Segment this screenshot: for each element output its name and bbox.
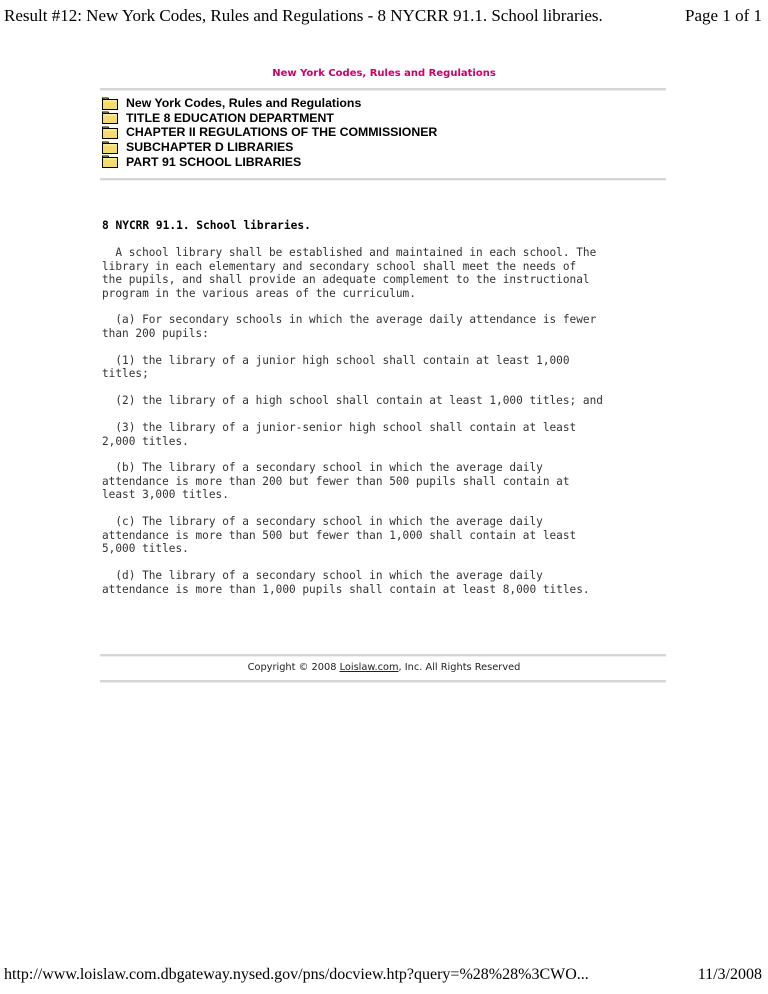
print-footer-date: 11/3/2008 bbox=[697, 966, 762, 983]
print-header-title: Result #12: New York Codes, Rules and Regulations - 8 NYCRR 91.1. School libraries. bbox=[4, 6, 603, 25]
folder-icon bbox=[102, 155, 118, 168]
document-heading: 8 NYCRR 91.1. School libraries. bbox=[102, 219, 311, 232]
breadcrumb-item[interactable] bbox=[102, 125, 437, 140]
print-footer-url: http://www.loislaw.com.dbgateway.nysed.gov/pns/docview.htp?query=%28%28%3CWO... bbox=[4, 966, 589, 983]
document-paragraph: (c) The library of a secondary school in which the average daily attendance is more than 500 but fewer than 1,000 shall contain at least 5,000 titles. bbox=[102, 515, 577, 556]
print-header-page-number: Page 1 of 1 bbox=[685, 6, 762, 25]
document-paragraph: (a) For secondary schools in which the average daily attendance is fewer than 200 pupils: bbox=[102, 313, 597, 340]
document-paragraph: (3) the library of a junior-senior high school shall contain at least 2,000 titles. bbox=[102, 421, 577, 448]
folder-icon bbox=[102, 111, 118, 124]
footer-divider-bottom bbox=[100, 680, 666, 683]
folder-icon bbox=[102, 141, 118, 154]
top-divider bbox=[100, 88, 666, 91]
document-paragraph: (2) the library of a high school shall contain at least 1,000 titles; and bbox=[102, 394, 603, 408]
copyright-prefix: Copyright © 2008 bbox=[247, 662, 340, 673]
document-body bbox=[102, 246, 682, 610]
document-paragraph: (1) the library of a junior high school shall contain at least 1,000 titles; bbox=[102, 353, 570, 381]
site-title: New York Codes, Rules and Regulations bbox=[272, 68, 496, 79]
breadcrumb-label: CHAPTER II REGULATIONS OF THE COMMISSIONER bbox=[126, 125, 438, 140]
breadcrumb-item[interactable] bbox=[102, 140, 437, 155]
print-header bbox=[4, 6, 762, 30]
breadcrumb-item[interactable] bbox=[102, 154, 437, 169]
breadcrumb-divider bbox=[100, 178, 666, 181]
footer-divider-top bbox=[100, 654, 666, 657]
folder-icon bbox=[102, 97, 118, 110]
breadcrumb-item[interactable] bbox=[102, 111, 437, 126]
breadcrumb-label: PART 91 SCHOOL LIBRARIES bbox=[126, 154, 302, 169]
folder-icon bbox=[102, 126, 118, 139]
breadcrumb-label: New York Codes, Rules and Regulations bbox=[126, 96, 362, 111]
copyright-suffix: , Inc. All Rights Reserved bbox=[398, 662, 521, 673]
breadcrumb-item[interactable] bbox=[102, 96, 437, 111]
copyright-notice bbox=[0, 662, 768, 673]
print-footer bbox=[4, 966, 762, 988]
breadcrumb-label: SUBCHAPTER D LIBRARIES bbox=[126, 140, 294, 155]
document-paragraph: A school library shall be established and maintained in each school. The library in each elementary and secondary school shall meet the needs of the pupils, and shall provide an adequate complement to the instructional program in the various areas of the curriculum. bbox=[102, 246, 597, 300]
document-paragraph: (b) The library of a secondary school in which the average daily attendance is more than 200 but fewer than 500 pupils shall contain at least 3,000 titles. bbox=[102, 461, 570, 502]
loislaw-link[interactable]: Loislaw.com bbox=[339, 662, 399, 673]
breadcrumb bbox=[102, 96, 437, 169]
breadcrumb-label: TITLE 8 EDUCATION DEPARTMENT bbox=[126, 110, 334, 125]
document-paragraph: (d) The library of a secondary school in which the average daily attendance is more than 1,000 pupils shall contain at least 8,000 titles. bbox=[102, 569, 590, 596]
